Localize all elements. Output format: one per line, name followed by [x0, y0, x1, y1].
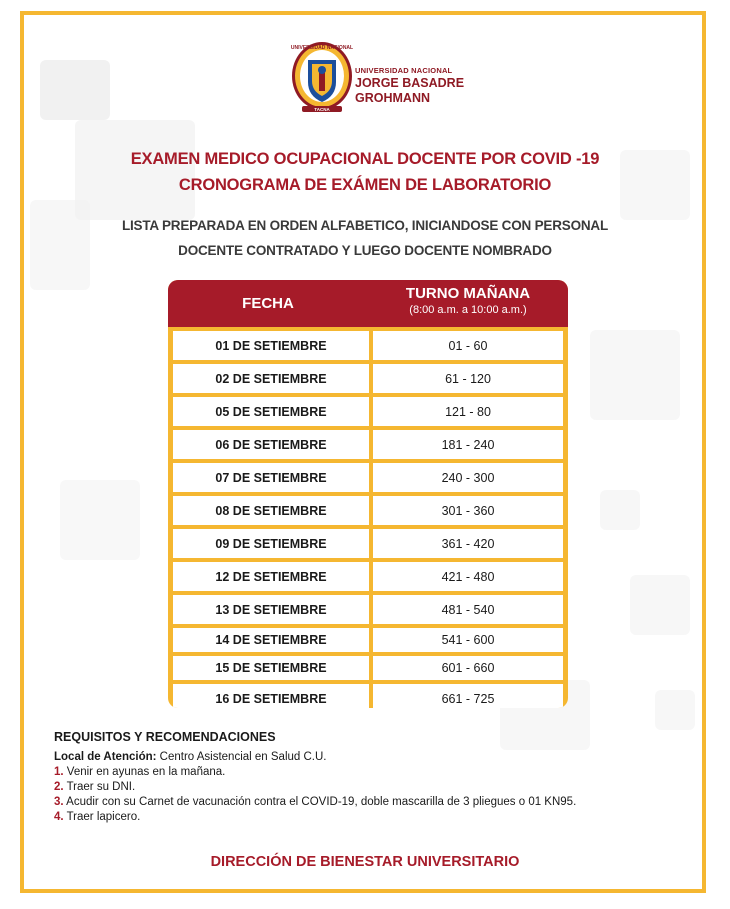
location-line	[54, 750, 694, 765]
row-date: 05 DE SETIEMBRE	[173, 397, 369, 426]
requirement-number: 1.	[54, 766, 64, 778]
row-range: 541 - 600	[373, 628, 563, 652]
footer-department: DIRECCIÓN DE BIENESTAR UNIVERSITARIO	[210, 854, 520, 870]
page-title-line2: CRONOGRAMA DE EXÁMEN DE LABORATORIO	[178, 176, 552, 194]
requirement-text: Traer su DNI.	[63, 781, 136, 793]
row-date: 15 DE SETIEMBRE	[173, 656, 369, 680]
row-range: 421 - 480	[373, 562, 563, 591]
table-row	[168, 529, 568, 558]
university-name	[355, 66, 464, 105]
requirement-text: Venir en ayunas en la mañana.	[63, 766, 226, 778]
row-range: 181 - 240	[373, 430, 563, 459]
row-date: 12 DE SETIEMBRE	[173, 562, 369, 591]
table-row	[168, 331, 568, 360]
column-header-turno-label: TURNO MAÑANA	[405, 285, 531, 302]
university-small-label: UNIVERSIDAD NACIONAL	[355, 66, 453, 75]
row-date: 01 DE SETIEMBRE	[173, 331, 369, 360]
requirement-item	[54, 765, 694, 780]
row-range: 661 - 725	[373, 684, 563, 708]
requirement-item	[54, 810, 694, 825]
table-row	[168, 656, 568, 680]
table-row	[168, 562, 568, 591]
table-row	[168, 595, 568, 624]
seal-text-top: UNIVERSIDAD NACIONAL	[290, 45, 354, 51]
row-date: 07 DE SETIEMBRE	[173, 463, 369, 492]
location-label: Local de Atención:	[54, 751, 157, 763]
location-value: Centro Asistencial en Salud C.U.	[156, 751, 327, 763]
column-header-turno-hours: (8:00 a.m. a 10:00 a.m.)	[409, 304, 527, 316]
subtitle-line1: LISTA PREPARADA EN ORDEN ALFABETICO, INICIANDOSE CON PERSONAL	[121, 218, 609, 233]
requirement-item	[54, 795, 694, 810]
requirement-item	[54, 780, 694, 795]
requirement-text: Acudir con su Carnet de vacunación contra el COVID-19, doble mascarilla de 3 pliegues o 01 KN95.	[63, 796, 577, 808]
requirements-section	[54, 730, 694, 825]
row-range: 61 - 120	[373, 364, 563, 393]
table-row	[168, 397, 568, 426]
schedule-table	[168, 280, 568, 708]
requirement-text: Traer lapicero.	[63, 811, 141, 823]
row-date: 16 DE SETIEMBRE	[173, 684, 369, 708]
row-range: 361 - 420	[373, 529, 563, 558]
university-seal-logo	[288, 40, 356, 118]
row-date: 02 DE SETIEMBRE	[173, 364, 369, 393]
row-date: 13 DE SETIEMBRE	[173, 595, 369, 624]
row-date: 14 DE SETIEMBRE	[173, 628, 369, 652]
row-range: 240 - 300	[373, 463, 563, 492]
table-header	[168, 280, 568, 327]
university-name-line1: JORGE BASADRE	[355, 76, 465, 90]
requirement-number: 3.	[54, 796, 64, 808]
requirement-number: 4.	[54, 811, 64, 823]
row-range: 01 - 60	[373, 331, 563, 360]
table-row	[168, 684, 568, 708]
requirements-title: REQUISITOS Y RECOMENDACIONES	[54, 730, 276, 744]
subtitle-line2: DOCENTE CONTRATADO Y LUEGO DOCENTE NOMBRADO	[178, 243, 552, 258]
table-row	[168, 496, 568, 525]
table-row	[168, 430, 568, 459]
column-header-fecha: FECHA	[242, 295, 294, 312]
table-row	[168, 364, 568, 393]
row-range: 601 - 660	[373, 656, 563, 680]
seal-text-bottom: TACNA	[314, 107, 330, 112]
university-name-line2: GROHMANN	[355, 91, 430, 105]
row-date: 09 DE SETIEMBRE	[173, 529, 369, 558]
column-header-turno	[368, 285, 568, 316]
table-row	[168, 463, 568, 492]
page-title-line1: EXAMEN MEDICO OCUPACIONAL DOCENTE POR COVID -19	[130, 150, 600, 168]
row-range: 301 - 360	[373, 496, 563, 525]
row-range: 481 - 540	[373, 595, 563, 624]
row-date: 08 DE SETIEMBRE	[173, 496, 369, 525]
row-date: 06 DE SETIEMBRE	[173, 430, 369, 459]
row-range: 121 - 80	[373, 397, 563, 426]
table-row	[168, 628, 568, 652]
requirement-number: 2.	[54, 781, 64, 793]
